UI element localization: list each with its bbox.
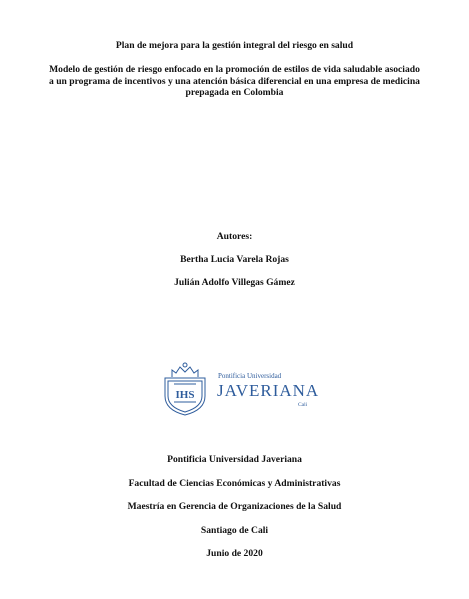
city-name: Santiago de Cali: [200, 525, 269, 536]
document-date: Junio de 2020: [206, 548, 263, 559]
author-name: Bertha Lucia Varela Rojas: [180, 254, 289, 265]
subtitle-line: prepagada en Colombia: [185, 87, 284, 98]
logo-text-main: JAVERIANA: [217, 381, 320, 400]
faculty-name: Facultad de Ciencias Económicas y Administrativas: [128, 478, 341, 489]
logo-text-top: Pontificia Universidad: [218, 372, 282, 380]
subtitle-line: a un programa de incentivos y una atención básica diferencial en una empresa de medicina: [49, 75, 420, 87]
subtitle-line: Modelo de gestión de riesgo enfocado en la promoción de estilos de vida saludable asociado: [49, 64, 420, 75]
logo-text-city: Cali: [298, 402, 308, 408]
program-name: Maestría en Gerencia de Organizaciones de la Salud: [127, 501, 342, 512]
document-subtitle: [36, 64, 433, 99]
authors-heading: Autores:: [216, 231, 253, 242]
svg-text:IHS: IHS: [175, 389, 195, 401]
university-logo: [160, 360, 320, 416]
document-title: Plan de mejora para la gestión integral del riesgo en salud: [115, 40, 354, 51]
university-shield-icon: [160, 360, 210, 416]
author-name: Julián Adolfo Villegas Gámez: [174, 277, 295, 288]
institution-name: Pontificia Universidad Javeriana: [167, 454, 302, 465]
